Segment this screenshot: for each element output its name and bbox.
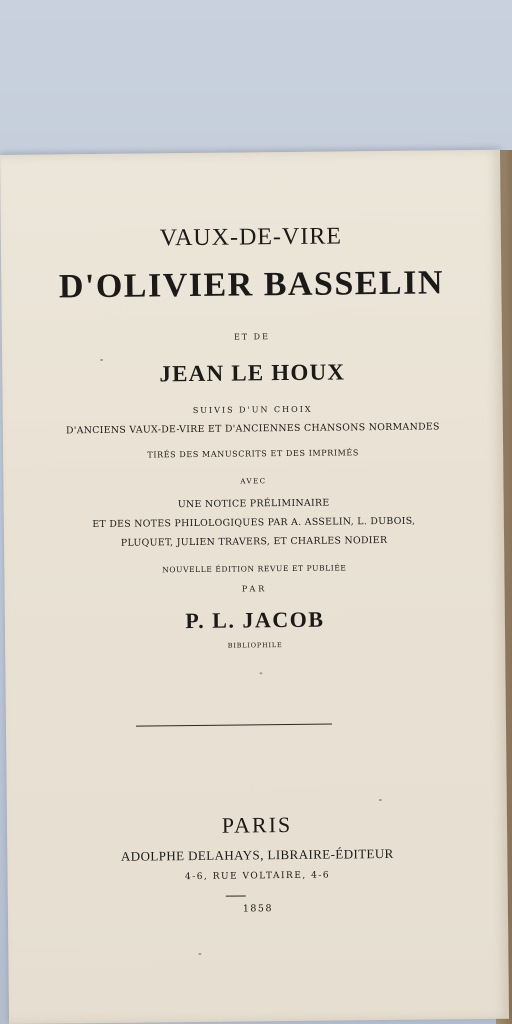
- paper-speck: [198, 953, 201, 955]
- title-page: [0, 150, 509, 1024]
- notes-line-2: PLUQUET, JULIEN TRAVERS, ET CHARLES NODIER: [120, 534, 388, 549]
- notes-line-1: ET DES NOTES PHILOLOGIQUES PAR A. ASSELIN, L. DUBOIS,: [92, 515, 416, 531]
- notice-line: UNE NOTICE PRÉLIMINAIRE: [177, 497, 330, 511]
- paper-speck: [259, 672, 262, 674]
- subtitle-manuscrits: TIRÉS DES MANUSCRITS ET DES IMPRIMÉS: [147, 448, 359, 460]
- connector-avec: AVEC: [240, 477, 267, 486]
- title-line-vaux-de-vire: VAUX-DE-VIRE: [159, 223, 343, 252]
- short-divider-rule: [226, 895, 246, 896]
- imprint-publisher: ADOLPHE DELAHAYS, LIBRAIRE-ÉDITEUR: [120, 845, 394, 864]
- imprint-year: 1858: [242, 903, 274, 915]
- paper-speck: [379, 799, 382, 801]
- imprint-city: PARIS: [221, 811, 293, 838]
- editor-title: BIBLIOPHILE: [227, 641, 283, 650]
- divider-rule: [136, 724, 332, 727]
- connector-par: PAR: [241, 584, 268, 594]
- imprint-address: 4-6, RUE VOLTAIRE, 4-6: [184, 870, 331, 883]
- connector-et-de: ET DE: [233, 332, 270, 342]
- title-line-le-houx: JEAN LE HOUX: [159, 359, 346, 387]
- paper-speck: [100, 359, 103, 361]
- editor-name: P. L. JACOB: [185, 606, 325, 634]
- subtitle-suivis: SUIVIS D'UN CHOIX: [192, 404, 313, 415]
- title-line-basselin: D'OLIVIER BASSELIN: [58, 264, 445, 306]
- subtitle-chansons: D'ANCIENS VAUX-DE-VIRE ET D'ANCIENNES CHANSONS NORMANDES: [65, 421, 440, 437]
- edition-line: NOUVELLE ÉDITION REVUE ET PUBLIÉE: [162, 563, 347, 575]
